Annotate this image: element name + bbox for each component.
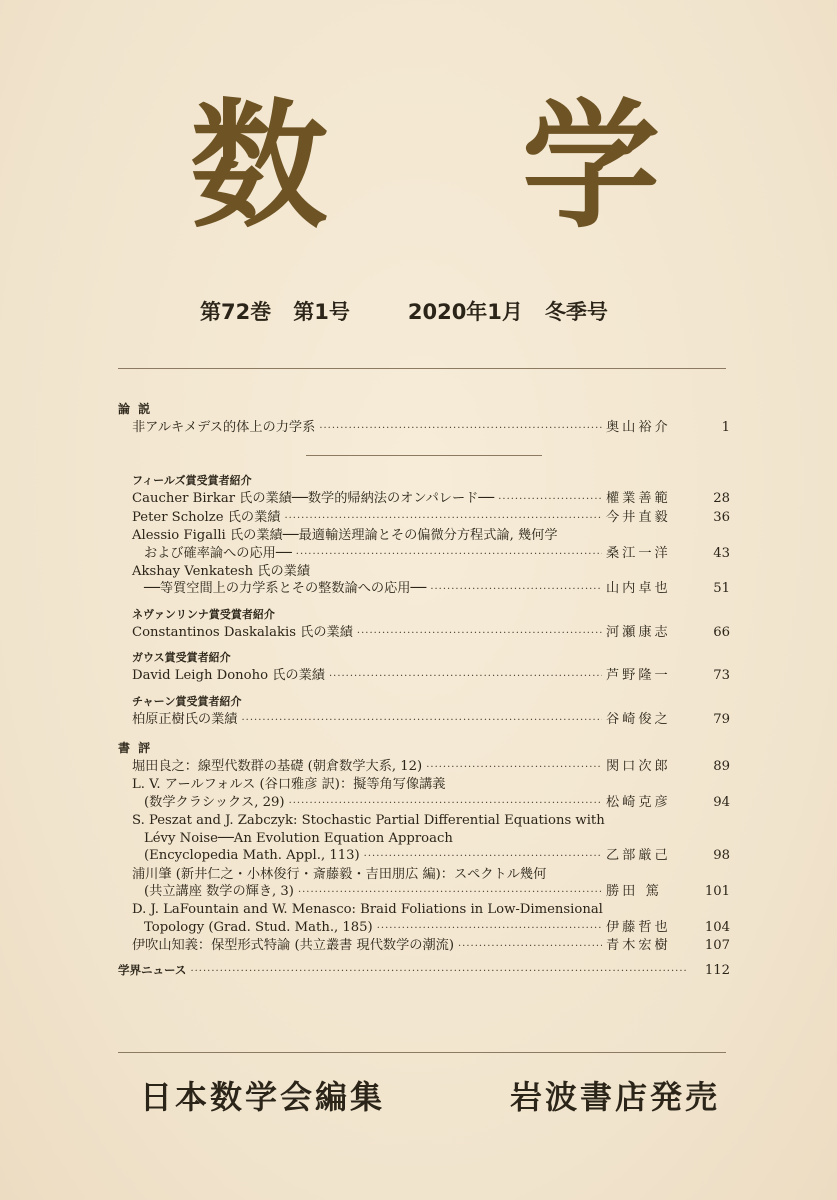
entry-author: 山内卓也 bbox=[606, 581, 671, 597]
dot-leader bbox=[284, 510, 602, 527]
toc-entry bbox=[132, 937, 730, 955]
toc-entry bbox=[132, 667, 730, 685]
table-of-contents bbox=[118, 400, 730, 980]
section-heading-nevanlinna: ネヴァンリンナ賞受賞者紹介 bbox=[132, 607, 275, 621]
toc-entry bbox=[132, 711, 730, 729]
toc-entry bbox=[132, 624, 730, 642]
news-entry bbox=[118, 962, 730, 980]
toc-entry bbox=[132, 563, 730, 599]
dot-leader bbox=[289, 795, 602, 812]
title-char-2: 学 bbox=[521, 86, 660, 247]
journal-title bbox=[190, 86, 660, 247]
entry-author: 權業善範 bbox=[606, 491, 671, 507]
issue-date: 2020年1月 bbox=[407, 300, 523, 324]
dot-leader bbox=[296, 546, 602, 563]
bottom-divider bbox=[118, 1052, 726, 1053]
entry-author: 河瀬康志 bbox=[606, 624, 671, 640]
section-heading-fields: フィールズ賞受賞者紹介 bbox=[132, 474, 252, 488]
dot-leader bbox=[426, 759, 602, 776]
entry-page: 36 bbox=[713, 509, 730, 525]
publisher-line bbox=[140, 1072, 720, 1118]
toc-entry bbox=[132, 758, 730, 776]
number: 第1号 bbox=[293, 300, 350, 324]
entry-title-cont: ──等質空間上の力学系とその整数論への応用── bbox=[144, 581, 427, 597]
entry-author: 谷崎俊之 bbox=[606, 711, 671, 727]
entry-title-cont: Topology (Grad. Stud. Math., 185) bbox=[144, 919, 373, 935]
entry-author: 松崎克彦 bbox=[606, 794, 671, 810]
issue-info bbox=[200, 296, 630, 326]
section-heading-ronsetsu: 論 説 bbox=[118, 402, 153, 416]
season: 冬季号 bbox=[544, 300, 608, 324]
entry-title: S. Peszat and J. Zabczyk: Stochastic Partial Differential Equations with bbox=[132, 813, 605, 829]
entry-title: Constantinos Daskalakis 氏の業績 bbox=[132, 624, 353, 640]
entry-page: 98 bbox=[713, 848, 730, 864]
entry-author: 青木宏樹 bbox=[606, 938, 671, 954]
entry-title: David Leigh Donoho 氏の業績 bbox=[132, 668, 325, 684]
dot-leader bbox=[498, 491, 602, 508]
editor-label: 日本数学会編集 bbox=[140, 1078, 386, 1116]
entry-page: 89 bbox=[713, 759, 730, 775]
entry-title: Peter Scholze 氏の業績 bbox=[132, 509, 281, 525]
entry-author: 伊藤哲也 bbox=[606, 919, 671, 935]
dot-leader bbox=[357, 625, 602, 642]
entry-author: 桑江一洋 bbox=[606, 545, 671, 561]
dot-leader bbox=[190, 963, 686, 980]
dot-leader bbox=[298, 884, 602, 901]
dot-leader bbox=[430, 581, 602, 598]
entry-title: L. V. アールフォルス (谷口雅彦 訳)：擬等角写像講義 bbox=[132, 777, 446, 793]
entry-author: 奥山裕介 bbox=[606, 420, 671, 435]
dot-leader bbox=[329, 668, 602, 685]
entry-title: 柏原正樹氏の業績 bbox=[132, 711, 238, 727]
toc-entry bbox=[132, 901, 730, 937]
entry-title-cont: (Encyclopedia Math. Appl., 113) bbox=[144, 848, 360, 864]
entry-page: 104 bbox=[704, 919, 730, 935]
entry-title: 伊吹山知義：保型形式特論 (共立叢書 現代数学の潮流) bbox=[132, 938, 454, 954]
toc-entry bbox=[132, 527, 730, 563]
entry-title-cont: および確率論への応用── bbox=[144, 545, 292, 561]
entry-author: 勝田 篤 bbox=[606, 883, 662, 899]
entry-title-cont: (共立講座 数学の輝き, 3) bbox=[144, 883, 294, 899]
dot-leader bbox=[377, 920, 602, 937]
entry-page: 51 bbox=[713, 581, 730, 597]
entry-page: 66 bbox=[713, 624, 730, 640]
entry-page: 79 bbox=[713, 711, 730, 727]
entry-title: 浦川肇 (新井仁之・小林俊行・斎藤毅・吉田朋広 編)：スペクトル幾何 bbox=[132, 866, 547, 882]
title-char-1: 数 bbox=[190, 86, 329, 247]
news-page: 112 bbox=[704, 962, 730, 978]
entry-title: 非アルキメデス的体上の力学系 bbox=[132, 420, 316, 435]
entry-title-cont: Lévy Noise──An Evolution Equation Approach bbox=[144, 830, 453, 846]
toc-entry bbox=[132, 509, 730, 527]
toc-entry bbox=[132, 490, 730, 508]
entry-page: 101 bbox=[704, 883, 730, 899]
entry-title-cont: (数学クラシックス, 29) bbox=[144, 794, 285, 810]
entry-title: D. J. LaFountain and W. Menasco: Braid Foliations in Low-Dimensional bbox=[132, 902, 603, 918]
volume: 第72巻 bbox=[200, 300, 272, 324]
toc-entry bbox=[132, 419, 730, 437]
entry-title: Akshay Venkatesh 氏の業績 bbox=[132, 564, 311, 580]
entry-author: 関口次郎 bbox=[606, 759, 671, 775]
section-heading-reviews: 書 評 bbox=[118, 741, 153, 756]
dot-leader bbox=[364, 848, 602, 865]
seller-label: 岩波書店発売 bbox=[509, 1078, 720, 1116]
entry-page: 28 bbox=[713, 491, 730, 507]
entry-page: 43 bbox=[713, 545, 730, 561]
entry-author: 今井直毅 bbox=[606, 509, 671, 525]
top-divider bbox=[118, 368, 726, 369]
dot-leader bbox=[319, 420, 602, 437]
entry-page: 107 bbox=[704, 938, 730, 954]
toc-entry bbox=[132, 776, 730, 812]
entry-page: 73 bbox=[713, 668, 730, 684]
entry-title: Caucher Birkar 氏の業績──数学的帰納法のオンパレード── bbox=[132, 491, 495, 507]
section-divider bbox=[306, 455, 542, 456]
entry-title: 堀田良之：線型代数群の基礎 (朝倉数学大系, 12) bbox=[132, 759, 423, 775]
section-heading-chern: チャーン賞受賞者紹介 bbox=[132, 694, 242, 708]
entry-author: 乙部厳己 bbox=[606, 848, 671, 864]
dot-leader bbox=[242, 712, 603, 729]
section-heading-gauss: ガウス賞受賞者紹介 bbox=[132, 651, 231, 665]
dot-leader bbox=[458, 938, 602, 955]
entry-title: Alessio Figalli 氏の業績──最適輸送理論とその偏微分方程式論, 幾何学 bbox=[132, 528, 558, 544]
entry-page: 1 bbox=[721, 420, 730, 435]
toc-entry bbox=[132, 812, 730, 865]
toc-entry bbox=[132, 866, 730, 902]
entry-author: 芦野隆一 bbox=[606, 668, 671, 684]
news-title: 学界ニュース bbox=[118, 962, 187, 977]
entry-page: 94 bbox=[713, 794, 730, 810]
